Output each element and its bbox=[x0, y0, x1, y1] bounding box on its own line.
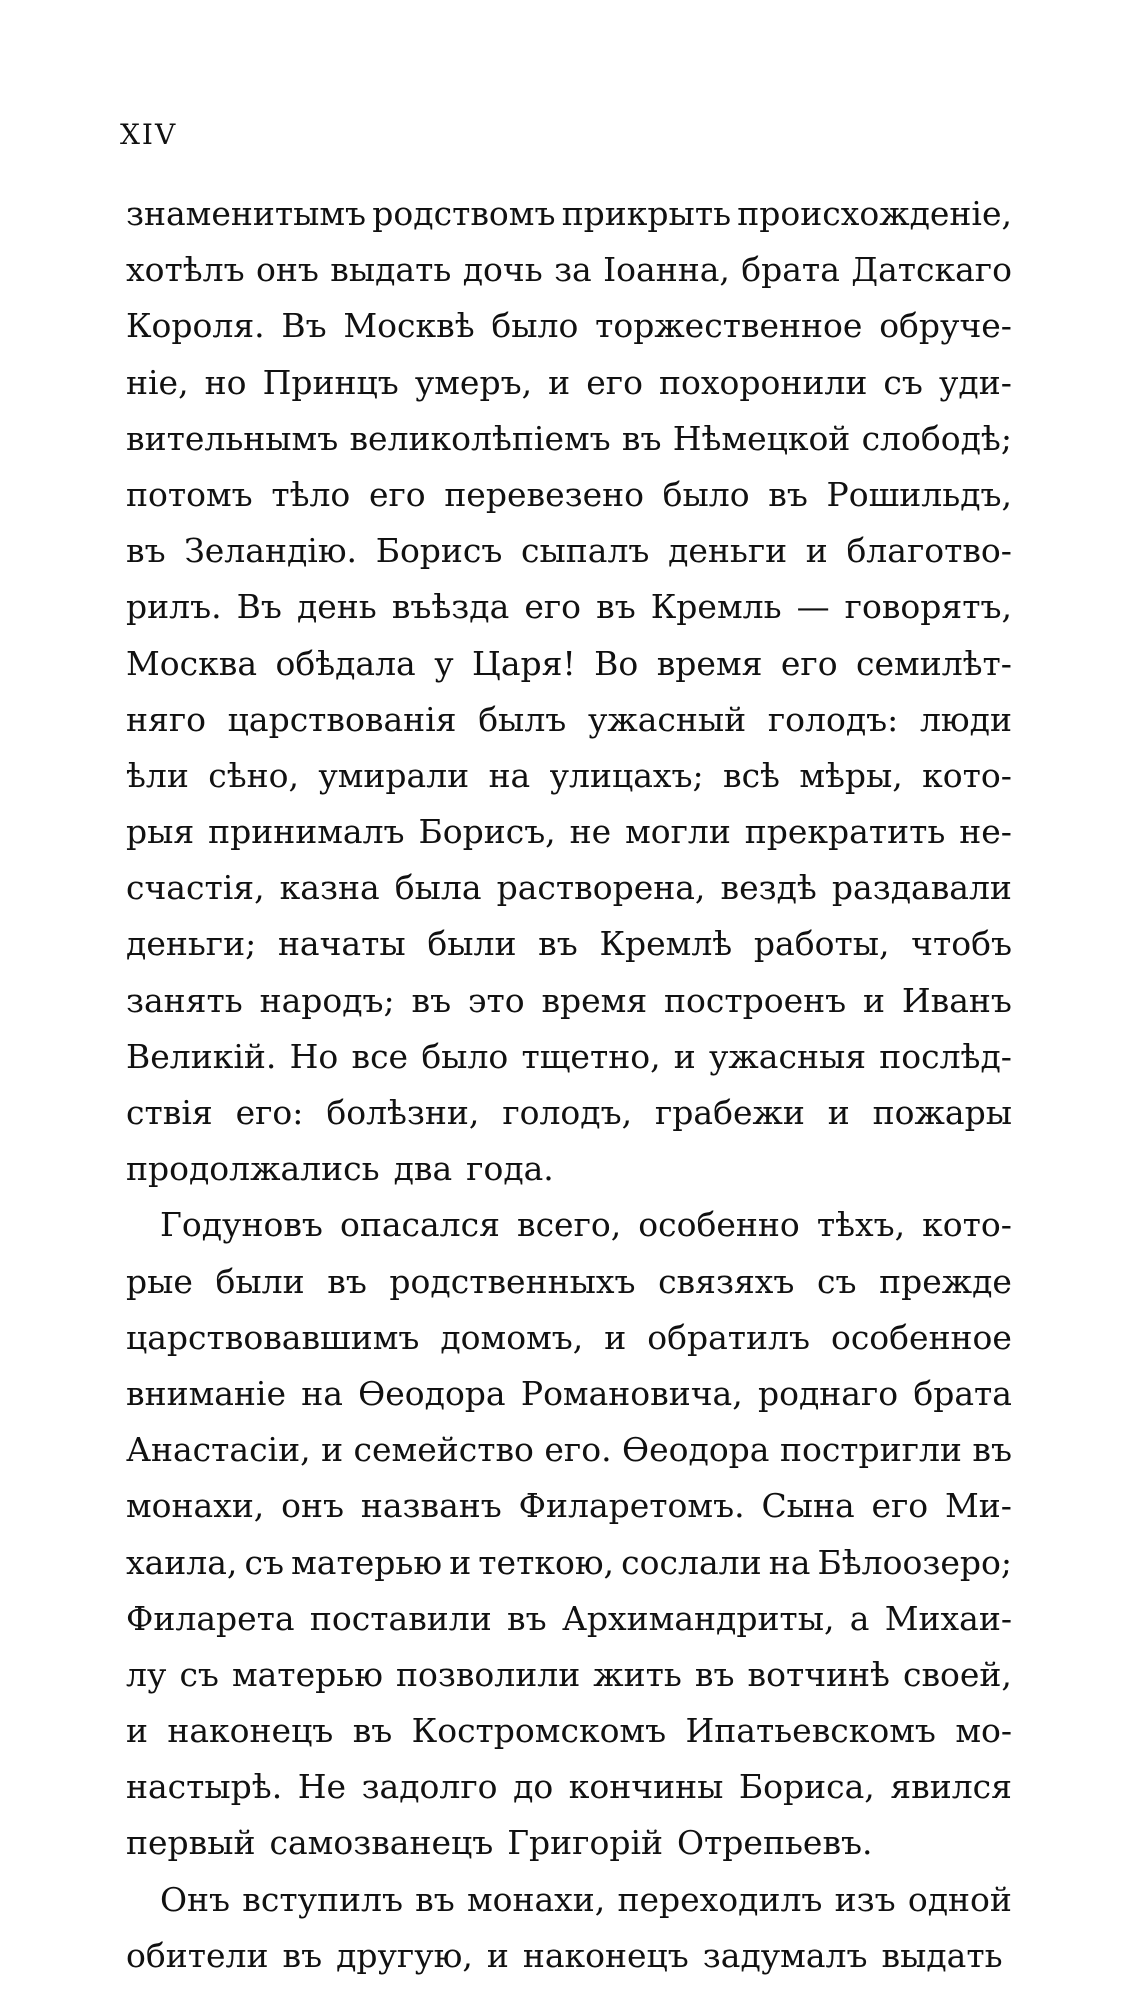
text-line: продолжались два года. bbox=[126, 1149, 554, 1189]
text-line: рилъ. Въ день въѣзда его въ Кремль — говорятъ, bbox=[126, 587, 1012, 627]
text-line: вительнымъ великолѣпіемъ въ Нѣмецкой слободѣ; bbox=[126, 418, 1012, 458]
text-line: первый самозванецъ Григорій Отрепьевъ. bbox=[126, 1823, 873, 1863]
text-line: Анастасіи, и семейство его. Ѳеодора постригли въ bbox=[126, 1430, 1012, 1470]
text-line: счастія, казна была растворена, вездѣ раздавали bbox=[126, 868, 1012, 908]
text-line: лу съ матерью позволили жить въ вотчинѣ своей, bbox=[126, 1654, 1012, 1694]
text-line: ствія его: болѣзни, голодъ, грабежи и пожары bbox=[126, 1093, 1012, 1132]
text-line: хаила, съ матерью и теткою, сослали на Бѣлоозеро; bbox=[126, 1542, 1012, 1582]
text-line: монахи, онъ названъ Филаретомъ. Сына его Ми- bbox=[126, 1486, 1012, 1526]
text-line: деньги; начаты были въ Кремлѣ работы, чтобъ bbox=[126, 924, 1012, 964]
text-line: Короля. Въ Москвѣ было торжественное обруче- bbox=[126, 306, 1012, 346]
text-line: въ Зеландію. Борисъ сыпалъ деньги и благотво- bbox=[126, 531, 1012, 571]
text-line: царствовавшимъ домомъ, и обратилъ особенное bbox=[126, 1317, 1012, 1357]
text-line: няго царствованія былъ ужасный голодъ: люди bbox=[126, 699, 1012, 739]
body-text bbox=[126, 194, 1012, 1992]
text-line: вниманіе на Ѳеодора Романовича, роднаго брата bbox=[126, 1373, 1012, 1413]
text-line: знаменитымъ родствомъ прикрыть происхожденіе, bbox=[126, 194, 1012, 233]
text-line: ѣли сѣно, умирали на улицахъ; всѣ мѣры, кото- bbox=[126, 755, 1012, 795]
text-line: потомъ тѣло его перевезено было въ Рошильдъ, bbox=[126, 474, 1012, 514]
text-line: обители въ другую, и наконецъ задумалъ выдать bbox=[126, 1935, 1003, 1975]
text-line: рые были въ родственныхъ связяхъ съ прежде bbox=[126, 1261, 1012, 1301]
text-line: занять народъ; въ это время построенъ и Иванъ bbox=[126, 980, 1012, 1020]
text-line: настырѣ. Не задолго до кончины Бориса, явился bbox=[126, 1767, 1012, 1807]
text-line: Филарета поставили въ Архимандриты, а Михаи- bbox=[126, 1598, 1012, 1638]
text-line: ніе, но Принцъ умеръ, и его похоронили съ уди- bbox=[126, 362, 1012, 402]
text-line: Великій. Но все было тщетно, и ужасныя послѣд- bbox=[126, 1036, 1012, 1076]
text-line: рыя принималъ Борисъ, не могли прекратить не- bbox=[126, 812, 1012, 852]
text-line: Годуновъ опасался всего, особенно тѣхъ, кото- bbox=[160, 1205, 1012, 1245]
page-number: XIV bbox=[120, 118, 178, 151]
text-line: хотѣлъ онъ выдать дочь за Іоанна, брата Датскаго bbox=[126, 250, 1012, 290]
text-line: и наконецъ въ Костромскомъ Ипатьевскомъ мо- bbox=[126, 1711, 1012, 1751]
text-line: Онъ вступилъ въ монахи, переходилъ изъ одной bbox=[160, 1879, 1012, 1919]
text-line: Москва обѣдала у Царя! Во время его семилѣт- bbox=[126, 643, 1012, 683]
